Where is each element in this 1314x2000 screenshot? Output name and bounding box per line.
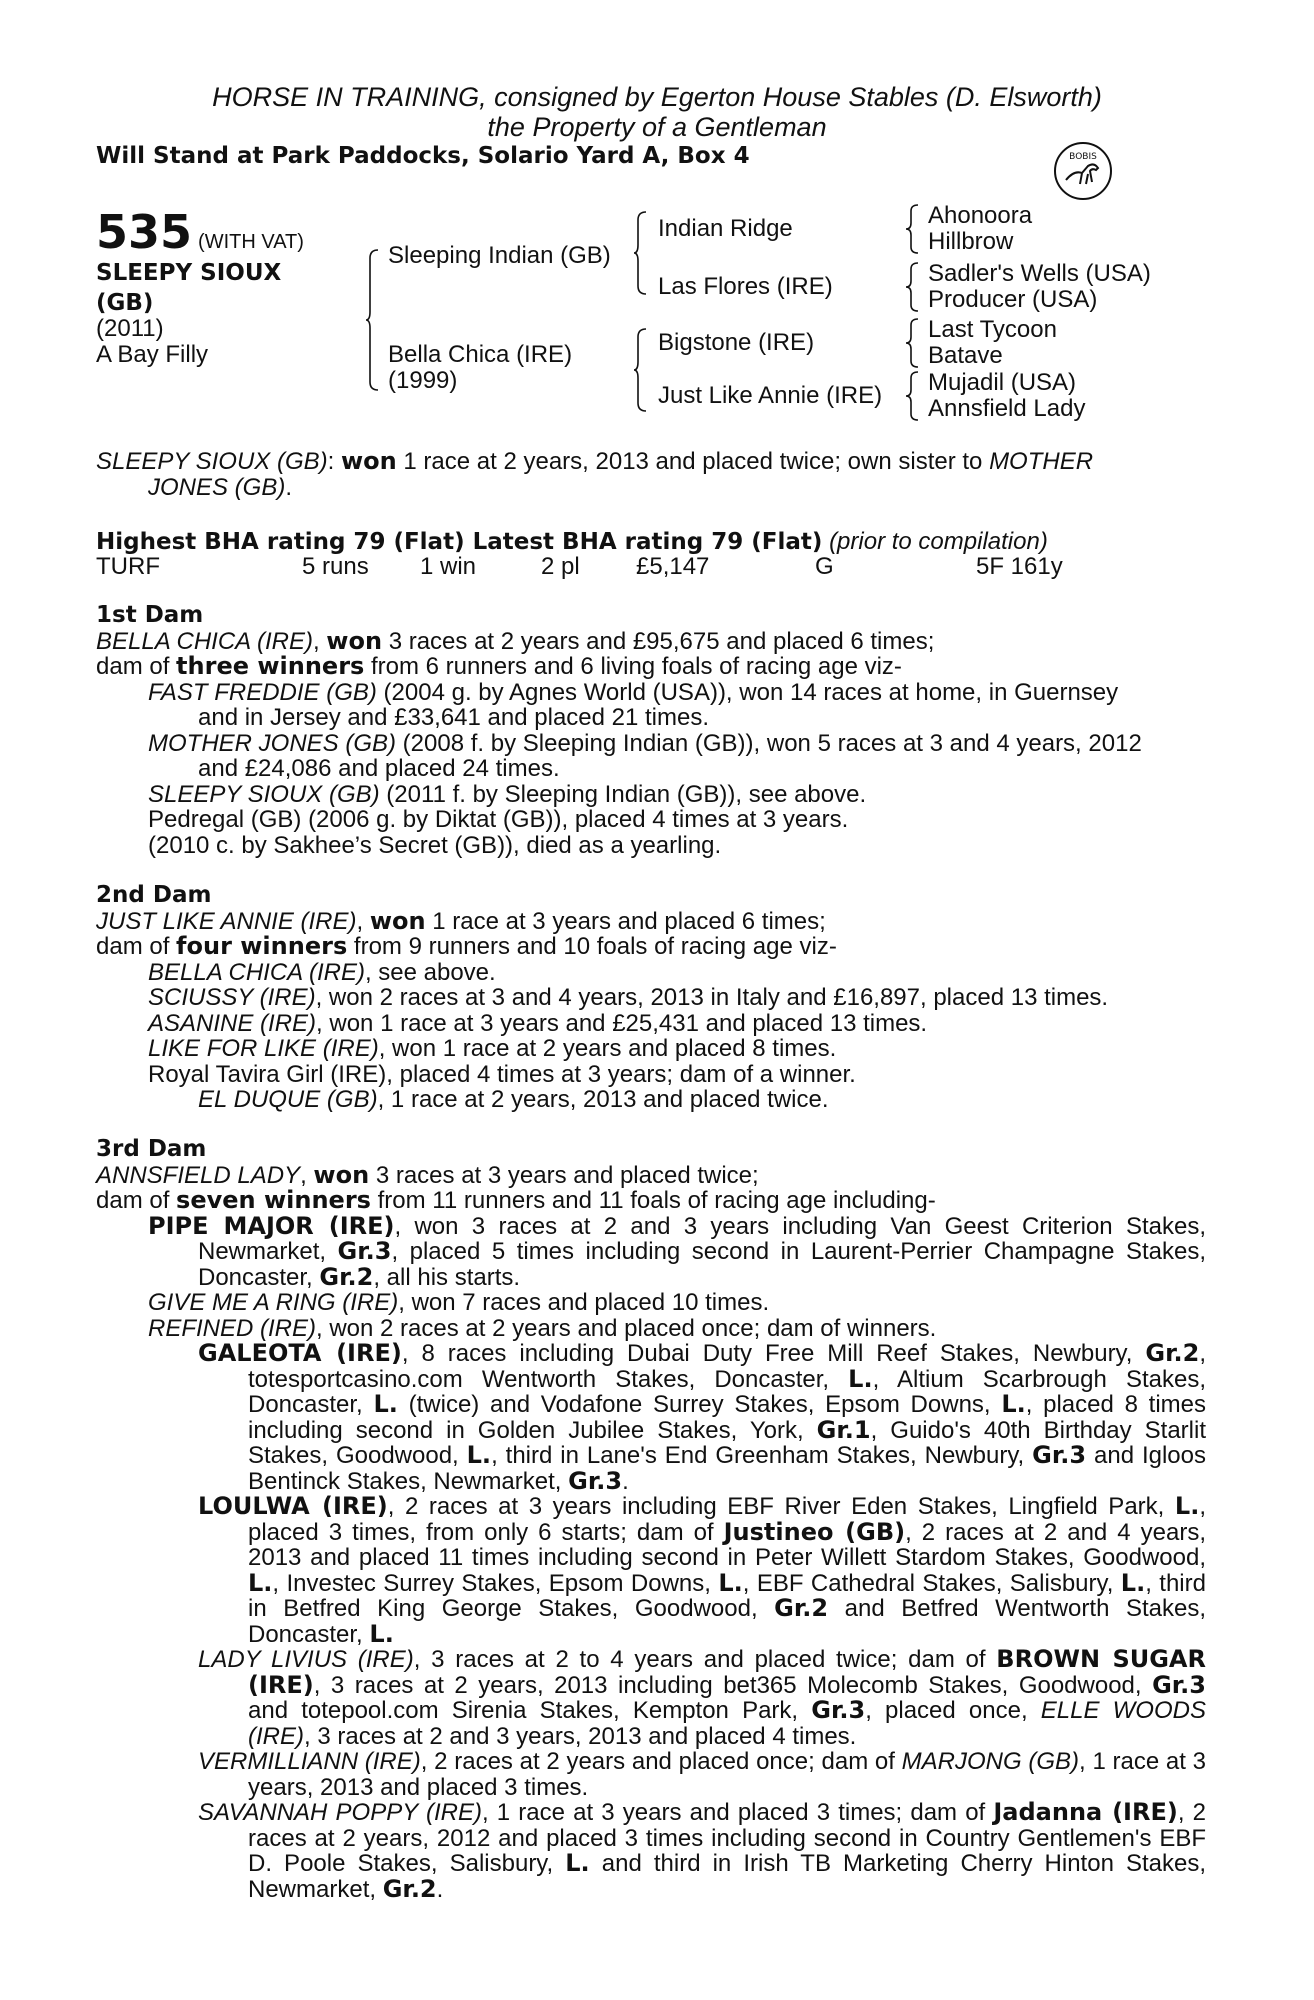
runners-text: from 11 runners and 11 foals of racing age including- xyxy=(370,1187,936,1214)
summary-text: 1 race at 2 years, 2013 and placed twice; own sister to xyxy=(396,448,990,475)
produce-name: MARJONG (GB) xyxy=(901,1748,1080,1775)
produce-record: , won 2 races at 2 years and placed once; dam of winners. xyxy=(316,1314,937,1342)
produce-name: ASANINE (IRE) xyxy=(148,1009,317,1037)
bobis-logo-icon xyxy=(1052,140,1114,202)
runners-text: from 6 runners and 6 living foals of racing age viz- xyxy=(364,653,902,680)
dam-record: 3 races at 2 years and £95,675 and placed 6 times; xyxy=(382,627,935,655)
produce-name: FAST FREDDIE (GB) xyxy=(148,678,377,706)
pedigree-dam: Bella Chica (IRE) xyxy=(388,341,573,368)
runners-text: from 9 runners and 10 foals of racing age viz- xyxy=(347,933,837,960)
first-dam-heading: 1st Dam xyxy=(96,602,204,628)
race-summary: SLEEPY SIOUX (GB): won 1 race at 2 years, 2013 and placed twice; own sister to MOTHER JONES (GB). xyxy=(96,447,1094,501)
gg-brace-4 xyxy=(906,370,920,422)
produce-item xyxy=(96,1647,1206,1749)
produce-name: Justineo (GB) xyxy=(723,1517,906,1546)
produce-item xyxy=(96,1494,1206,1647)
produce-item: Royal Tavira Girl (IRE), placed 4 times at 3 years; dam of a winner. xyxy=(148,1060,856,1088)
dam-record: 3 races at 3 years and placed twice; xyxy=(369,1161,759,1189)
turf-placed: 2 pl xyxy=(541,553,580,580)
grade-label: L. xyxy=(1120,1568,1146,1597)
produce-item xyxy=(96,960,1206,986)
dam-name: ANNSFIELD LADY xyxy=(96,1161,301,1189)
pedigree-brace xyxy=(366,248,380,392)
produce-record: , see above. xyxy=(364,958,496,986)
produce-record: , 3 races at 2 and 3 years, 2013 and placed 4 times. xyxy=(304,1722,857,1750)
summary-won: won xyxy=(340,447,397,475)
horse-name: SLEEPY SIOUX (GB) xyxy=(96,260,282,316)
produce-record: , placed 3 times, from only 6 starts; dam of xyxy=(248,1493,1206,1546)
won-label: won xyxy=(369,906,426,935)
pedigree-dam-sire: Bigstone (IRE) xyxy=(658,329,815,356)
horse-year: (2011) xyxy=(96,315,164,342)
won-label: won xyxy=(326,626,383,655)
pedigree-gg-1: Ahonoora xyxy=(928,202,1033,229)
grade-label: Gr.2 xyxy=(1145,1339,1200,1367)
produce-record: and Igloos Bentinck Stakes, Newmarket, xyxy=(248,1442,1206,1495)
summary-end: . xyxy=(285,473,293,501)
pedigree-sire-dam: Las Flores (IRE) xyxy=(658,273,833,300)
dam-brace xyxy=(634,327,648,413)
grade-label: L. xyxy=(369,1619,394,1648)
produce-record: (2004 g. by Agnes World (USA)), won 14 races at home, in Guernsey xyxy=(376,678,1119,706)
pedigree-gg-8: Annsfield Lady xyxy=(928,395,1086,422)
grade-label: L. xyxy=(1001,1390,1026,1418)
produce-item xyxy=(96,1211,1207,1291)
produce-item xyxy=(96,782,1206,808)
produce-record: (2008 f. by Sleeping Indian (GB)), won 5 races at 3 and 4 years, 2012 xyxy=(396,729,1142,757)
produce-name: Jadanna (IRE) xyxy=(993,1798,1178,1826)
pedigree-sire-sire: Indian Ridge xyxy=(658,215,793,242)
produce-record: , placed 8 times including second in Golden Jubilee Stakes, York, xyxy=(248,1391,1206,1444)
produce-record: , placed 5 times including second in Laurent-Perrier Champagne Stakes, Doncaster, xyxy=(198,1238,1207,1291)
first-dam-section: 1st Dam BELLA CHICA (IRE), won 3 races at 2 years and £95,675 and placed 6 times; dam of three winners from 6 runners and 6 living foals of racing age viz- FAST FREDDIE (GB) (2004 g. by Agnes World (USA)), won 14 races at home, in Guernsey and in Jersey and £33,641 and placed 21 times. MOTHER JONES (GB) (2008 f. by Sleeping Indian (GB)), won 5 races at 3 and 4 years, 2012 and £24,086 and placed 24 times. SLEEPY SIOUX (GB) (2011 f. by Sleeping Indian (GB)), see above. Pedregal (GB) (2006 g. by Diktat (GB)), placed 4 times at 3 years. (2010 c. by Sakhee’s Secret (GB)), died as a yearling. xyxy=(96,603,1206,858)
produce-name: LIKE FOR LIKE (IRE) xyxy=(148,1035,379,1062)
produce-record: , third in Betfred King George Stakes, Goodwood, xyxy=(248,1569,1206,1622)
produce-item xyxy=(96,1316,1206,1342)
produce-record: , 2 races at 2 years and placed once; dam of xyxy=(420,1748,902,1775)
grade-label: Gr.2 xyxy=(319,1262,374,1291)
produce-item xyxy=(96,1036,1206,1062)
grade-label: L. xyxy=(466,1441,492,1469)
pedigree-gg-5: Last Tycoon xyxy=(928,316,1057,343)
sire-brace xyxy=(634,210,648,296)
lot-number: 535 xyxy=(96,205,193,259)
grade-label: Gr.1 xyxy=(816,1415,871,1444)
produce-record: , 2 races at 2 and 4 years, 2013 and placed 11 times including second in Peter Willett Stardom Stakes, Goodwood, xyxy=(248,1518,1206,1571)
grade-label: Gr.2 xyxy=(382,1874,437,1903)
produce-record: . xyxy=(436,1875,444,1903)
produce-name: ELLE WOODS (IRE) xyxy=(248,1697,1206,1750)
produce-name: LADY LIVIUS (IRE) xyxy=(198,1646,414,1673)
produce-item: (2010 c. by Sakhee’s Secret (GB)), died as a yearling. xyxy=(148,831,722,859)
produce-record: and Betfred Wentworth Stakes, Doncaster, xyxy=(248,1595,1206,1648)
produce-record: and totepool.com Sirenia Stakes, Kempton Park, xyxy=(248,1697,812,1724)
gg-brace-2 xyxy=(906,261,920,313)
third-dam-heading: 3rd Dam xyxy=(96,1136,207,1162)
produce-record: , 1 race at 2 years, 2013 and placed twice. xyxy=(377,1086,829,1113)
grade-label: Gr.3 xyxy=(811,1696,866,1724)
grade-label: L. xyxy=(248,1568,273,1597)
rating-text: Highest BHA rating 79 (Flat) Latest BHA rating 79 (Flat) xyxy=(96,529,823,555)
pedigree-gg-2: Hillbrow xyxy=(928,228,1014,255)
produce-item xyxy=(96,1290,1206,1316)
produce-item xyxy=(96,1800,1206,1902)
produce-record: , placed once, xyxy=(865,1697,1041,1724)
property-line: the Property of a Gentleman xyxy=(487,112,827,142)
produce-item xyxy=(96,680,1206,731)
grade-label: L. xyxy=(373,1390,398,1418)
winners-count: four winners xyxy=(176,932,348,960)
produce-name: PIPE MAJOR (IRE) xyxy=(148,1211,395,1240)
produce-record: , won 1 race at 3 years and £25,431 and placed 13 times. xyxy=(316,1009,928,1037)
produce-name: VERMILLIANN (IRE) xyxy=(198,1748,421,1775)
summary-sister: MOTHER xyxy=(989,448,1094,475)
pedigree-dam-year: (1999) xyxy=(388,367,458,394)
produce-record-cont: and in Jersey and £33,641 and placed 21 times. xyxy=(198,704,710,731)
produce-name: SCIUSSY (IRE) xyxy=(148,984,316,1011)
turf-runs: 5 runs xyxy=(302,553,369,580)
gg-brace-1 xyxy=(906,203,920,255)
produce-name: SAVANNAH POPPY (IRE) xyxy=(198,1799,482,1826)
turf-earnings: £5,147 xyxy=(636,553,710,580)
produce-record: (twice) and Vodafone Surrey Stakes, Epsom Downs, xyxy=(397,1391,1002,1418)
produce-name: LOULWA (IRE) xyxy=(198,1492,388,1520)
produce-name: GIVE ME A RING (IRE) xyxy=(148,1289,399,1316)
produce-name: MOTHER JONES (GB) xyxy=(148,729,397,757)
grade-label: Gr.2 xyxy=(774,1594,829,1622)
rating-note: (prior to compilation) xyxy=(829,528,1048,555)
second-dam-section: 2nd Dam JUST LIKE ANNIE (IRE), won 1 race at 3 years and placed 6 times; dam of four winners from 9 runners and 10 foals of racing age viz- BELLA CHICA (IRE), see above. SCIUSSY (IRE), won 2 races at 3 and 4 years, 2013 in Italy and £16,897, placed 13 times. ASANINE (IRE), won 1 race at 3 years and £25,431 and placed 13 times. LIKE FOR LIKE (IRE), won 1 race at 2 years and placed 8 times. Royal Tavira Girl (IRE), placed 4 times at 3 years; dam of a winner. EL DUQUE (GB), 1 race at 2 years, 2013 and placed twice. xyxy=(96,883,1206,1113)
produce-record: . xyxy=(622,1467,629,1495)
won-label: won xyxy=(313,1160,370,1189)
produce-record: , all his starts. xyxy=(373,1263,521,1291)
pedigree-gg-6: Batave xyxy=(928,342,1003,369)
produce-item xyxy=(96,1341,1206,1494)
produce-name: GALEOTA (IRE) xyxy=(198,1339,402,1367)
dam-of-text: dam of xyxy=(96,653,177,680)
produce-record: , third in Lane's End Greenham Stakes, Newbury, xyxy=(491,1442,1033,1469)
produce-record: , 1 race at 3 years, 2013 and placed 3 times. xyxy=(248,1748,1207,1801)
produce-record: (2011 f. by Sleeping Indian (GB)), see above. xyxy=(379,780,867,808)
produce-record: , 1 race at 3 years and placed 3 times; dam of xyxy=(481,1799,994,1826)
produce-item xyxy=(96,1749,1206,1800)
dam-name: JUST LIKE ANNIE (IRE) xyxy=(96,907,357,935)
grade-label: Gr.3 xyxy=(1152,1670,1206,1699)
produce-record: , Guido's 40th Birthday Starlit Stakes, Goodwood, xyxy=(248,1416,1206,1469)
grade-label: L. xyxy=(565,1849,590,1877)
pedigree-sire: Sleeping Indian (GB) xyxy=(388,242,611,269)
produce-record: , won 1 race at 2 years and placed 8 times. xyxy=(378,1035,837,1062)
produce-record-cont: and £24,086 and placed 24 times. xyxy=(198,755,560,782)
horse-description: A Bay Filly xyxy=(96,341,209,368)
summary-horse: SLEEPY SIOUX (GB) xyxy=(96,448,328,475)
produce-record: , won 7 races and placed 10 times. xyxy=(398,1289,770,1316)
turf-distance: 5F 161y xyxy=(976,553,1063,580)
grade-label: L. xyxy=(718,1568,743,1597)
produce-record: , 3 races at 2 to 4 years and placed twice; dam of xyxy=(413,1646,997,1673)
gg-brace-3 xyxy=(906,317,920,369)
produce-name: BROWN SUGAR (IRE) xyxy=(248,1645,1206,1699)
dam-of-text: dam of xyxy=(96,933,177,960)
grade-label: Gr.3 xyxy=(1032,1441,1087,1469)
bobis-logo-text: BOBIS xyxy=(1069,152,1097,162)
produce-item: Pedregal (GB) (2006 g. by Diktat (GB)), placed 4 times at 3 years. xyxy=(148,806,849,833)
grade-label: L. xyxy=(848,1364,873,1393)
vat-note: (WITH VAT) xyxy=(198,231,304,253)
produce-record: , won 2 races at 3 and 4 years, 2013 in Italy and £16,897, placed 13 times. xyxy=(315,984,1109,1011)
grade-label: Gr.3 xyxy=(568,1466,623,1495)
produce-item xyxy=(96,1087,1206,1113)
winners-count: three winners xyxy=(176,652,365,680)
produce-item xyxy=(96,1011,1206,1037)
produce-record: , 8 races including Dubai Duty Free Mill Reef Stakes, Newbury, xyxy=(401,1340,1146,1367)
dam-record: 1 race at 3 years and placed 6 times; xyxy=(425,907,826,935)
turf-wins: 1 win xyxy=(420,553,477,580)
lot-heading xyxy=(96,205,304,259)
pedigree-dam-dam: Just Like Annie (IRE) xyxy=(658,382,883,409)
pedigree-gg-4: Producer (USA) xyxy=(928,286,1098,313)
produce-item xyxy=(96,731,1206,782)
second-dam-heading: 2nd Dam xyxy=(96,882,212,908)
produce-record: , 2 races at 3 years including EBF River Eden Stakes, Lingfield Park, xyxy=(387,1493,1175,1520)
produce-item xyxy=(96,985,1206,1011)
produce-record: , Altium Scarbrough Stakes, Doncaster, xyxy=(248,1365,1206,1418)
produce-name: SLEEPY SIOUX (GB) xyxy=(148,780,380,808)
grade-label: L. xyxy=(1174,1492,1200,1520)
produce-record: , Investec Surrey Stakes, Epsom Downs, xyxy=(272,1569,719,1597)
produce-name: REFINED (IRE) xyxy=(148,1314,316,1342)
consignor-line: HORSE IN TRAINING, consigned by Egerton House Stables (D. Elsworth) xyxy=(212,82,1102,112)
bha-rating xyxy=(96,528,1048,556)
produce-name: EL DUQUE (GB) xyxy=(198,1086,378,1113)
turf-going: G xyxy=(815,553,834,580)
produce-record: , totesportcasino.com Wentworth Stakes, Doncaster, xyxy=(248,1340,1206,1393)
produce-record: , won 3 races at 2 and 3 years including Van Geest Criterion Stakes, Newmarket, xyxy=(198,1212,1206,1265)
turf-label: TURF xyxy=(96,553,160,580)
produce-record: and third in Irish TB Marketing Cherry Hinton Stakes, Newmarket, xyxy=(248,1850,1207,1903)
produce-record: , 3 races at 2 years, 2013 including bet365 Molecomb Stakes, Goodwood, xyxy=(313,1671,1153,1699)
pedigree-gg-3: Sadler's Wells (USA) xyxy=(928,260,1151,287)
pedigree-gg-7: Mujadil (USA) xyxy=(928,369,1077,396)
produce-record: , EBF Cathedral Stakes, Salisbury, xyxy=(742,1569,1121,1597)
grade-label: Gr.3 xyxy=(337,1237,392,1265)
third-dam-section: 3rd Dam ANNSFIELD LADY, won 3 races at 3 years and placed twice; dam of seven winners from 11 runners and 11 foals of racing age including- PIPE MAJOR (IRE), won 3 races at 2 and 3 years including Van Geest Criterion Stakes, Newmarket, Gr.3, placed 5 times including second in Laurent-Perrier Champagne Stakes, Doncaster, Gr.2, all his starts. GIVE ME A RING (IRE), won 7 races and placed 10 times. REFINED (IRE), won 2 races at 2 years and placed once; dam of winners. GALEOTA (IRE), 8 races including Dubai Duty Free Mill Reef Stakes, Newbury, Gr.2, totesportcasino.com Wentworth Stakes, Doncaster, L., Altium Scarbrough Stakes, Doncaster, L. (twice) and Vodafone Surrey Stakes, Epsom Downs, L., placed 8 times including second in Golden Jubilee Stakes, York, Gr.1, Guido's 40th Birthday Starlit Stakes, Goodwood, L., third in Lane's End Greenham Stakes, Newbury, Gr.3 and Igloos Bentinck Stakes, Newmarket, Gr.3. LOULWA (IRE), 2 races at 3 years including EBF River Eden Stakes, Lingfield Park, L., placed 3 times, from only 6 starts; dam of Justineo (GB), 2 races at 2 and 4 years, 2013 and placed 11 times including second in Peter Willett Stardom Stakes, Goodwood, L., Investec Surrey Stakes, Epsom Downs, L., EBF Cathedral Stakes, Salisbury, L., third in Betfred King George Stakes, Goodwood, Gr.2 and Betfred Wentworth Stakes, Doncaster, L. LADY LIVIUS (IRE), 3 races at 2 to 4 years and placed twice; dam of BROWN SUGAR (IRE), 3 races at 2 years, 2013 including bet365 Molecomb Stakes, Goodwood, Gr.3 and totepool.com Sirenia Stakes, Kempton Park, Gr.3, placed once, ELLE WOODS (IRE), 3 races at 2 and 3 years, 2013 and placed 4 times. VERMILLIANN (IRE), 2 races at 2 years and placed once; dam of MARJONG (GB), 1 race at 3 years, 2013 and placed 3 times. SAVANNAH POPPY (IRE), 1 race at 3 years and placed 3 times; dam of Jadanna (IRE), 2 races at 2 years, 2012 and placed 3 times including second in Country Gentlemen's EBF D. Poole Stakes, Salisbury, L. and third in Irish TB Marketing Cherry Hinton Stakes, Newmarket, Gr.2. xyxy=(96,1136,1207,1903)
summary-sister-cont: JONES (GB) xyxy=(148,473,286,501)
produce-record: , 2 races at 2 years, 2012 and placed 3 times including second in Country Gentlemen's EBF D. Poole Stakes, Salisbury, xyxy=(248,1799,1206,1877)
winners-count: seven winners xyxy=(176,1186,371,1214)
stand-location: Will Stand at Park Paddocks, Solario Yard A, Box 4 xyxy=(96,143,750,169)
produce-name: BELLA CHICA (IRE) xyxy=(148,958,365,986)
dam-of-text: dam of xyxy=(96,1187,177,1214)
dam-name: BELLA CHICA (IRE) xyxy=(96,627,313,655)
